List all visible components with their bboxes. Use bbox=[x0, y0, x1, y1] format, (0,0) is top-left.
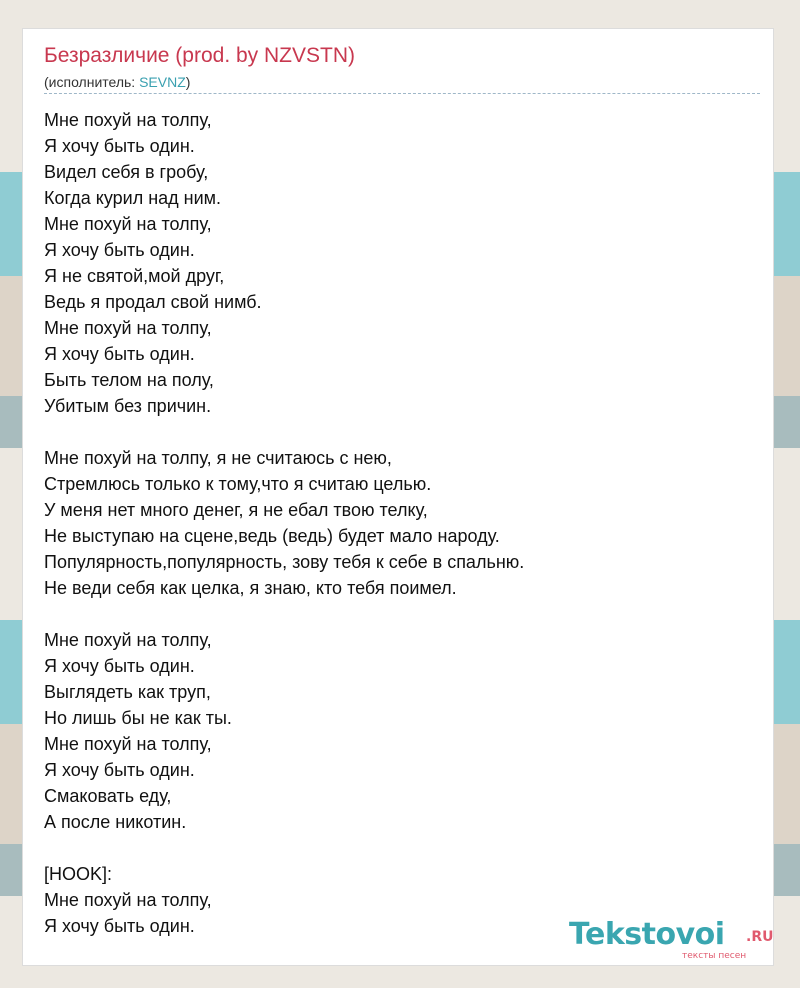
lyric-line: Я хочу быть один. bbox=[44, 916, 195, 936]
lyric-line: Я хочу быть один. bbox=[44, 240, 195, 260]
lyric-line: Мне похуй на толпу, я не считаюсь с нею, bbox=[44, 448, 392, 468]
lyric-line: Я хочу быть один. bbox=[44, 656, 195, 676]
lyric-line: У меня нет много денег, я не ебал твою телку, bbox=[44, 500, 428, 520]
lyric-line: А после никотин. bbox=[44, 812, 187, 832]
lyric-line: Когда курил над ним. bbox=[44, 188, 222, 208]
lyric-line: Я не святой,мой друг, bbox=[44, 266, 225, 286]
lyric-line: Я хочу быть один. bbox=[44, 344, 195, 364]
lyric-line: Не выступаю на сцене,ведь (ведь) будет мало народу. bbox=[44, 526, 500, 546]
song-title: Безразличие (prod. by NZVSTN) bbox=[44, 44, 356, 67]
lyrics-card bbox=[22, 28, 774, 966]
stanza-gap bbox=[44, 835, 524, 861]
lyric-line: Мне похуй на толпу, bbox=[44, 630, 212, 650]
lyric-line: Мне похуй на толпу, bbox=[44, 318, 212, 338]
lyric-line: Смаковать еду, bbox=[44, 786, 172, 806]
lyric-line: Быть телом на полу, bbox=[44, 370, 214, 390]
lyric-line: Но лишь бы не как ты. bbox=[44, 708, 232, 728]
lyric-line: Ведь я продал свой нимб. bbox=[44, 292, 262, 312]
lyric-line: Убитым без причин. bbox=[44, 396, 212, 416]
artist-line bbox=[44, 74, 190, 90]
lyric-line: Мне похуй на толпу, bbox=[44, 890, 212, 910]
site-logo[interactable] bbox=[569, 917, 779, 961]
lyric-line: Стремлюсь только к тому,что я считаю целью. bbox=[44, 474, 432, 494]
lyric-line: [HOOK]: bbox=[44, 864, 113, 884]
lyric-line: Не веди себя как целка, я знаю, кто тебя поимел. bbox=[44, 578, 457, 598]
stanza-gap bbox=[44, 601, 524, 627]
title-divider bbox=[44, 93, 760, 94]
artist-suffix: ) bbox=[185, 74, 191, 90]
lyric-line: Мне похуй на толпу, bbox=[44, 110, 212, 130]
logo-name: Tekstovoi bbox=[569, 917, 725, 952]
lyric-line: Выглядеть как труп, bbox=[44, 682, 211, 702]
lyrics-text bbox=[44, 107, 524, 939]
logo-tagline: тексты песен bbox=[682, 951, 747, 961]
logo-tld: .RU bbox=[746, 929, 774, 945]
stanza-gap bbox=[44, 419, 524, 445]
lyric-line: Я хочу быть один. bbox=[44, 760, 195, 780]
lyric-line: Мне похуй на толпу, bbox=[44, 214, 212, 234]
lyric-line: Популярность,популярность, зову тебя к себе в спальню. bbox=[44, 552, 525, 572]
artist-prefix: (исполнитель: bbox=[44, 74, 140, 90]
artist-link[interactable]: SEVNZ bbox=[139, 74, 186, 90]
lyric-line: Я хочу быть один. bbox=[44, 136, 195, 156]
lyric-line: Мне похуй на толпу, bbox=[44, 734, 212, 754]
lyric-line: Видел себя в гробу, bbox=[44, 162, 209, 182]
